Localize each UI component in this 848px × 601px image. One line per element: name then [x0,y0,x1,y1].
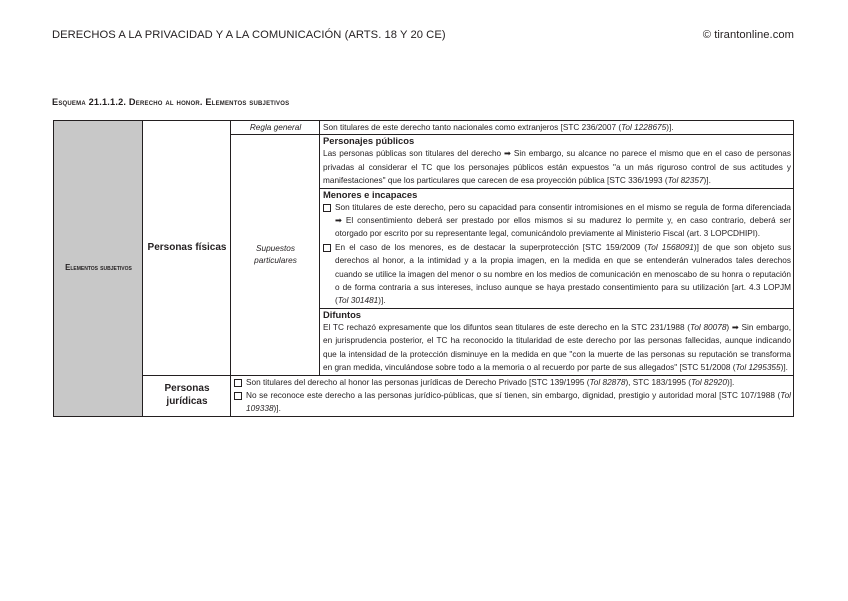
menores-reference-1: Tol 1568091 [646,242,694,252]
menores-item-1 [323,201,791,241]
juridicas-item-2 [234,389,791,416]
schema-table [53,120,794,417]
checkbox-bullet-icon [323,204,331,212]
difuntos-text: El TC rechazó expresamente que los difuntos sean titulares de este derecho en la STC 231/1988 ( [323,322,691,332]
fisicas-label: Personas físicas [147,241,227,253]
juridicas-item-1-text-end: )]. [726,377,735,387]
publicos-cell [320,135,794,188]
juridicas-cell [231,375,794,416]
particulares-label: Supuestos particulares [254,243,297,265]
general-label-cell [231,121,320,135]
difuntos-text-mid: ) ➡ Sin embargo, en jurisprudencia posterior, el TC ha reconocido la titularidad de este derecho por las personas fallecidas, aunque indicando que la intensidad de la protección disminuye en la medida en que "con la muerte de las personas su reputación se transforma en gran medida, vinculándose sobre todo a la memoria o al recuerdo por parte de sus allegados" [STC 51/2008 ( [323,322,791,373]
general-label: Regla general [249,123,302,132]
group-label: Elementos subjetivos [65,263,132,273]
copyright-notice: © tirantonline.com [702,29,794,41]
schema-caption: Esquema 21.1.1.2. Derecho al honor. Elementos subjetivos [52,97,290,107]
publicos-title: Personajes públicos [323,135,415,147]
general-text-cell [320,121,794,135]
menores-title: Menores e incapaces [323,188,418,200]
juridicas-label-cell [143,375,231,416]
running-header [52,29,794,41]
juridicas-reference-2: Tol 82920 [691,377,727,387]
difuntos-title: Difuntos [323,308,362,320]
menores-reference-2: Tol 301481 [337,296,379,306]
menores-cell [320,188,794,308]
menores-item-2-text-end: )]. [378,296,386,306]
juridicas-item-1-text: Son titulares del derecho al honor las personas jurídicas de Derecho Privado [STC 139/1995 ( [246,377,590,387]
fisicas-label-cell [143,121,231,376]
checkbox-bullet-icon [234,392,242,400]
difuntos-cell [320,308,794,375]
chapter-title: DERECHOS A LA PRIVACIDAD Y A LA COMUNICACIÓN (ARTS. 18 Y 20 CE) [52,29,446,41]
general-text: Son titulares de este derecho tanto nacionales como extranjeros [STC 236/2007 ( [323,123,622,132]
juridicas-label: Personas jurídicas [164,383,210,407]
publicos-text-end: )]. [703,176,711,186]
difuntos-reference-2: Tol 1295355 [735,363,781,373]
group-label-cell [54,121,143,417]
publicos-reference: Tol 82357 [667,176,704,186]
menores-item-2-text-mid: )] de que son objeto sus derechos al honor, a la intimidad y a la propia imagen, en la medida en que se entenderán vulnerados tales derechos cuando se utilice la imagen del menor o su nombre en los medios de comunicación en menoscabo de su honra o reputación o de forma contraria a sus intereses, incluso aunque se haya prestado consentimiento para su utilización [art. 4.3 LOPJM ( [335,242,791,306]
menores-item-1-text: Son titulares de este derecho, pero su capacidad para consentir intromisiones en el mismo se regula de forma diferenciada ➡ El consentimiento deberá ser prestado por ellos mismos si su madurez lo permite y, en caso contrario, deberá ser otorgado por escrito por su representante legal, comunicándolo previamente al Ministerio Fiscal (art. 3 LOPCDHIPI). [335,202,791,239]
menores-item-2-text: En el caso de los menores, es de destacar la superprotección [STC 159/2009 ( [335,242,647,252]
checkbox-bullet-icon [234,379,242,387]
menores-item-2 [323,241,791,308]
juridicas-reference-1: Tol 82878 [589,377,626,387]
juridicas-item-1 [234,376,791,389]
difuntos-text-end: )]. [780,363,788,373]
publicos-text: Las personas públicas son titulares del derecho ➡ Sin embargo, su alcance no parece el mismo que en el caso de personas privadas al considerar el TC que los personajes públicos están expuestos "a un más riguroso control de sus actitudes y manifestaciones" que los particulares que carecen de esa proyección pública [STC 336/1993 ( [323,149,791,186]
difuntos-reference-1: Tol 80078 [690,322,727,332]
general-reference: Tol 1228675 [621,123,667,132]
juridicas-item-2-text: No se reconoce este derecho a las personas jurídico-públicas, que sí tienen, sin embargo, dignidad, prestigio y autoridad moral [STC 107/1988 ( [246,390,781,400]
particulares-label-cell [231,135,320,375]
checkbox-bullet-icon [323,244,331,252]
juridicas-item-2-text-end: )]. [273,404,281,414]
general-text-end: )]. [666,123,674,132]
juridicas-reference-3: Tol 109338 [246,390,791,414]
juridicas-item-1-text-mid: ), STC 183/1995 ( [625,377,692,387]
